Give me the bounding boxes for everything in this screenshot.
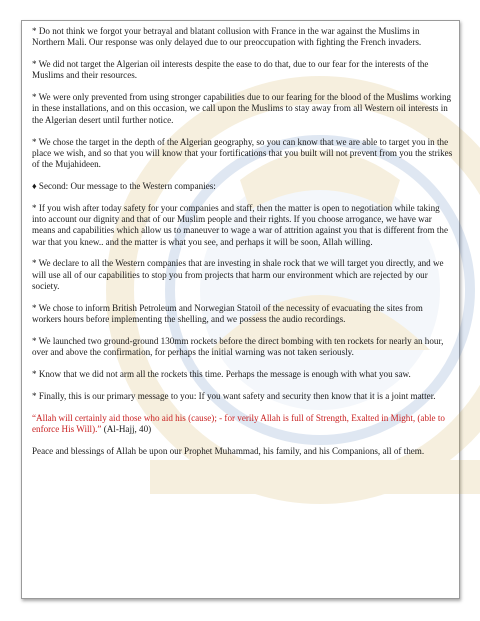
- quote-reference: (Al-Hajj, 40): [101, 423, 152, 434]
- paragraph-rockets: * We launched two ground-ground 130mm rockets before the direct bombing with ten rockets for nearly an hour, over and above the confirmation, for perhaps the initial warning was not taken seriously.: [32, 335, 444, 358]
- document-body: [32, 26, 454, 468]
- paragraph-betrayal: * Do not think we forgot your betrayal and blatant collusion with France in the war against the Muslims in Northern Mali. Our response was only delayed due to our preoccupation with fighting the French invaders.: [32, 26, 422, 48]
- paragraph-capabilities: * We were only prevented from using stronger capabilities due to our fearing for the blood of the Muslims working in these installations, and on this occasion, we call upon the Muslims to stay away from all Western oil interests in the Algerian desert until further notice.: [32, 92, 452, 125]
- paragraph-primary-message: * Finally, this is our primary message to you: If you want safety and security then know that it is a joint matter.: [32, 390, 436, 401]
- quote-text: “Allah will certainly aid those who aid his (cause); - for verily Allah is full of Strength, Exalted in Might, (able to enforce His Will).”: [32, 412, 445, 434]
- closing-paragraph: Peace and blessings of Allah be upon our Prophet Muhammad, his family, and his Companions, all of them.: [32, 445, 425, 456]
- section-heading-western-companies: ♦ Second: Our message to the Western companies:: [32, 180, 216, 191]
- paragraph-unarmed-rockets: * Know that we did not arm all the rockets this time. Perhaps the message is enough with what you saw.: [32, 369, 411, 380]
- paragraph-evacuation: * We chose to inform British Petroleum and Norwegian Statoil of the necessity of evacuating the sites from workers hours before implementing the shelling, and we possess the audio recordings.: [32, 302, 423, 325]
- paragraph-oil-interests: * We did not target the Algerian oil interests despite the ease to do that, due to our fear for the interests of the Muslims and their resources.: [32, 59, 429, 81]
- paragraph-shale-rock: * We declare to all the Western companies that are investing in shale rock that we will target you directly, and we will use all of our capabilities to stop you from projects that harm our environment which are rejected by our society.: [32, 258, 444, 292]
- quote-paragraph: [32, 413, 454, 436]
- paragraph-negotiation: * If you wish after today safety for your companies and staff, then the matter is open to negotiation while taking into account our dignity and that of our Muslim people and their rights. If you choose arrogance, we have war means and capabilities which allow us to maneuver to wage a war of attrition against you that is different from the war that you knew.. and the matter is what you see, and perhaps it will be soon, Allah willing.: [32, 202, 448, 247]
- paragraph-target-choice: * We chose the target in the depth of the Algerian geography, so you can know that we are able to target you in the place we wish, and so that you will know that your fortifications that you built will not prevent from you the strikes of the Mujahideen.: [32, 136, 453, 170]
